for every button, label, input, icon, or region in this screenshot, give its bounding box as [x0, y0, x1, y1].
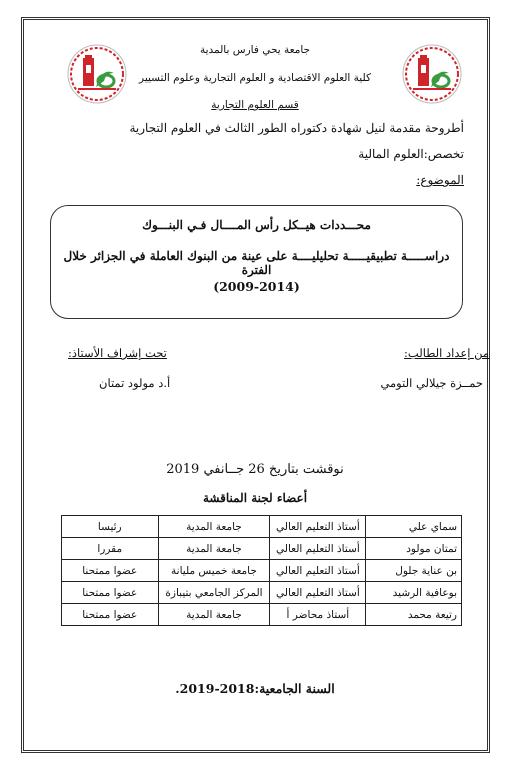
- table-row: [62, 560, 462, 582]
- member-institution: جامعة المدية: [158, 516, 270, 538]
- member-name: بن عناية جلول: [366, 560, 462, 582]
- member-rank: أستاذ محاضر أ: [270, 604, 366, 626]
- table-row: [62, 538, 462, 560]
- member-role: عضوا ممتحنا: [62, 582, 159, 604]
- author-label: من إعداد الطالب:: [404, 346, 489, 360]
- member-role: عضوا ممتحنا: [62, 604, 159, 626]
- member-institution: جامعة المدية: [158, 604, 270, 626]
- table-row: [62, 582, 462, 604]
- supervisor-name: أ.د مولود تمتان: [99, 376, 171, 390]
- topic-period: (2009-2014): [213, 279, 300, 294]
- department-name: قسم العلوم التجارية: [211, 99, 299, 111]
- member-institution: المركز الجامعي بتيبازة: [158, 582, 270, 604]
- committee-table: [61, 515, 462, 626]
- member-role: عضوا ممتحنا: [62, 560, 159, 582]
- member-name: بوعافية الرشيد: [366, 582, 462, 604]
- member-name: رتيعة محمد: [366, 604, 462, 626]
- degree-line: أطروحة مقدمة لنيل شهادة دكتوراه الطور الثالث في العلوم التجارية: [129, 121, 464, 135]
- university-logo-left: [66, 43, 128, 105]
- member-institution: جامعة المدية: [158, 538, 270, 560]
- faculty-name: كلية العلوم الاقتصادية و العلوم التجارية وعلوم التسيير: [139, 72, 371, 84]
- defense-date: نوقشت بتاريخ 26 جــانفي 2019: [166, 462, 344, 477]
- university-logo-right: [401, 43, 463, 105]
- member-rank: أستاذ التعليم العالي: [270, 516, 366, 538]
- committee-title: أعضاء لجنة المناقشة: [202, 491, 308, 505]
- member-institution: جامعة خميس مليانة: [158, 560, 270, 582]
- subject-label: الموضوع:: [416, 173, 464, 187]
- topic-subtitle: دراســـــة تطبيقيـــــة تحليليــــة على عينة من البنوك العاملة في الجزائر خلال الفترة: [63, 249, 450, 277]
- specialty-line: تخصص:العلوم المالية: [358, 147, 464, 161]
- member-role: مقررا: [62, 538, 159, 560]
- member-rank: أستاذ التعليم العالي: [270, 560, 366, 582]
- academic-year: السنة الجامعية:2018-2019.: [175, 681, 335, 696]
- member-name: سماي علي: [366, 516, 462, 538]
- member-role: رئيسا: [62, 516, 159, 538]
- supervisor-label: تحت إشراف الأستاذ:: [68, 346, 167, 360]
- author-name: حمــزة جيلالي التومي: [380, 376, 483, 390]
- table-row: [62, 516, 462, 538]
- member-rank: أستاذ التعليم العالي: [270, 582, 366, 604]
- member-rank: أستاذ التعليم العالي: [270, 538, 366, 560]
- university-name: جامعة يحي فارس بالمدية: [199, 44, 311, 56]
- table-row: [62, 604, 462, 626]
- member-name: تمتان مولود: [366, 538, 462, 560]
- topic-title: محـــددات هيــكل رأس المــــال فـي البنـــوك: [142, 218, 371, 232]
- topic-box: [50, 205, 463, 319]
